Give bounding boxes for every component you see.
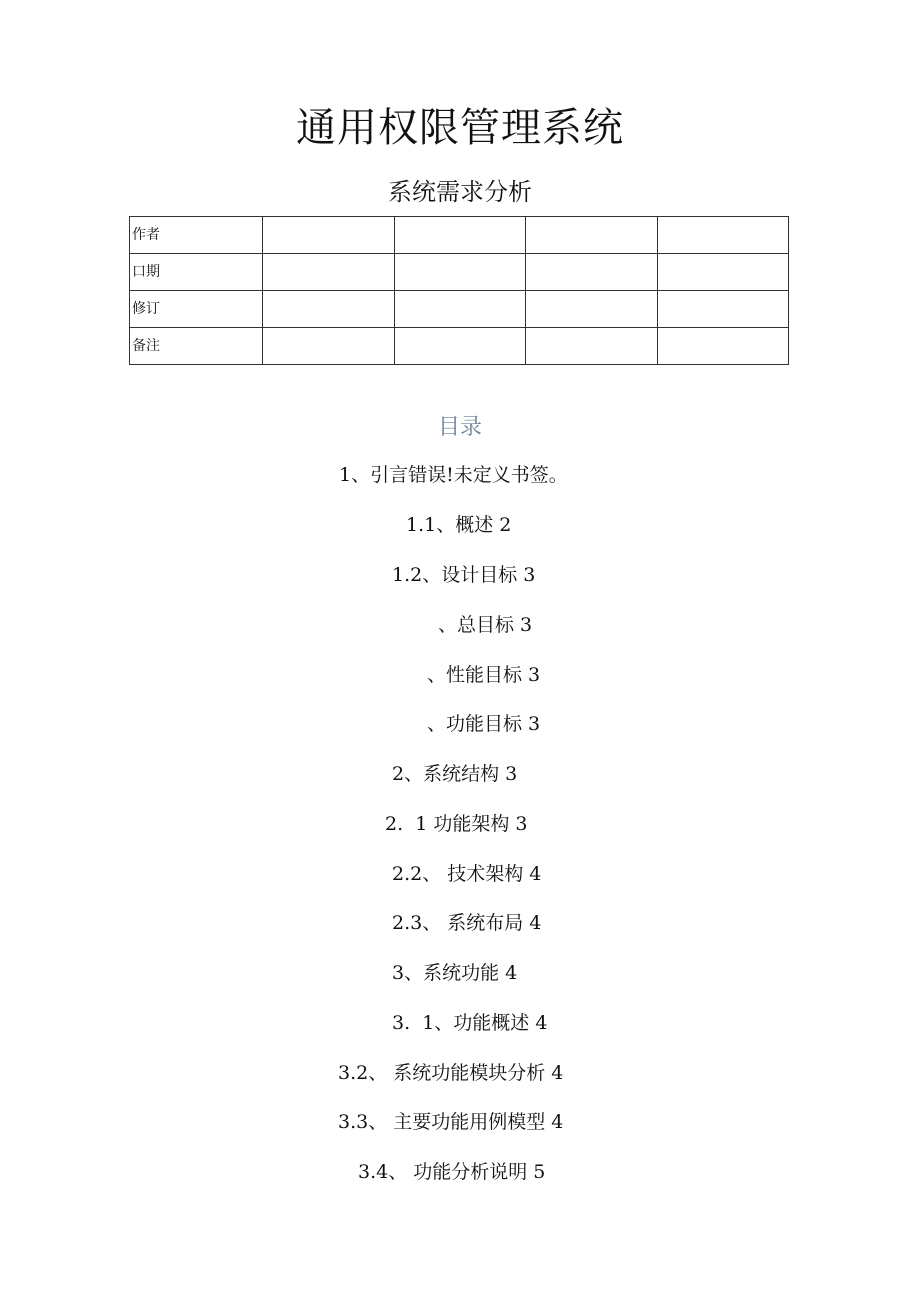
- toc-item-system-functions[interactable]: 3、系统功能 4: [392, 962, 518, 984]
- info-row-author: [130, 217, 789, 254]
- toc-item-function-architecture[interactable]: 2. 1 功能架构 3: [385, 813, 528, 835]
- toc-item-function-goal[interactable]: 、功能目标 3: [427, 713, 541, 735]
- toc-heading: 目录: [437, 415, 482, 440]
- info-cell: [263, 328, 395, 365]
- info-cell: [263, 291, 395, 328]
- toc-item-design-goals[interactable]: 1.2、设计目标 3: [392, 564, 536, 586]
- info-row-date: [130, 254, 789, 291]
- info-cell: [394, 254, 526, 291]
- info-cell: [263, 217, 395, 254]
- info-cell: [526, 291, 658, 328]
- info-cell: [657, 328, 789, 365]
- toc-item-overview[interactable]: 1.1、概述 2: [406, 514, 512, 536]
- info-label-author: 作者: [130, 217, 263, 254]
- info-row-remarks: [130, 328, 789, 365]
- info-cell: [526, 217, 658, 254]
- info-cell: [263, 254, 395, 291]
- info-table: [129, 216, 789, 365]
- toc-item-performance-goal[interactable]: 、性能目标 3: [427, 664, 541, 686]
- info-cell: [657, 254, 789, 291]
- info-row-revision: [130, 291, 789, 328]
- info-cell: [657, 291, 789, 328]
- toc-item-technical-architecture[interactable]: 2.2、 技术架构 4: [392, 863, 542, 885]
- info-cell: [394, 328, 526, 365]
- info-label-revision: 修订: [130, 291, 263, 328]
- toc-item-function-description[interactable]: 3.4、 功能分析说明 5: [358, 1161, 546, 1183]
- toc-item-introduction[interactable]: 1、引言错误!未定义书签。: [339, 464, 568, 486]
- document-subtitle: 系统需求分析: [388, 178, 532, 206]
- info-cell: [394, 217, 526, 254]
- info-cell: [526, 254, 658, 291]
- toc-item-module-analysis[interactable]: 3.2、 系统功能模块分析 4: [338, 1062, 564, 1084]
- info-cell: [394, 291, 526, 328]
- toc-item-overall-goal[interactable]: 、总目标 3: [438, 614, 533, 636]
- info-cell: [657, 217, 789, 254]
- toc-item-system-structure[interactable]: 2、系统结构 3: [392, 763, 518, 785]
- document-title: 通用权限管理系统: [296, 105, 624, 151]
- toc-item-function-overview[interactable]: 3. 1、功能概述 4: [392, 1012, 548, 1034]
- toc-item-use-case-model[interactable]: 3.3、 主要功能用例模型 4: [338, 1111, 564, 1133]
- info-label-date: 口期: [130, 254, 263, 291]
- info-cell: [526, 328, 658, 365]
- toc-item-system-layout[interactable]: 2.3、 系统布局 4: [392, 912, 542, 934]
- info-label-remarks: 备注: [130, 328, 263, 365]
